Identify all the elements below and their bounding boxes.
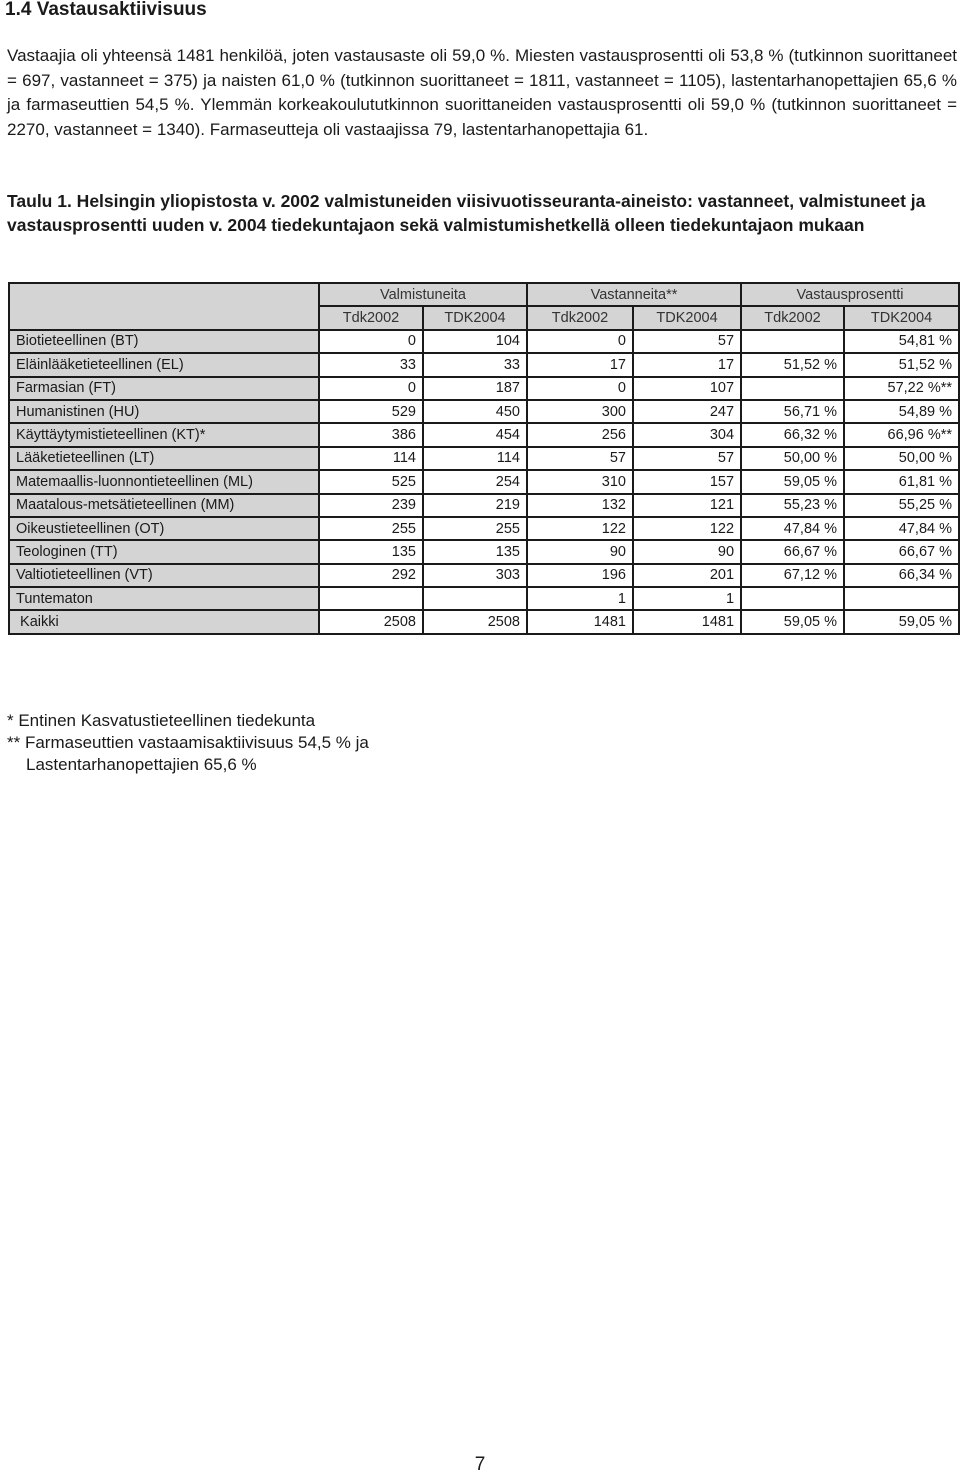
count-cell: 90 bbox=[527, 540, 633, 563]
count-cell: 2508 bbox=[319, 610, 423, 633]
response-rate-cell: 59,05 % bbox=[844, 610, 959, 633]
table-row bbox=[9, 494, 959, 517]
table-row bbox=[9, 470, 959, 493]
count-cell: 254 bbox=[423, 470, 527, 493]
count-cell: 107 bbox=[633, 377, 741, 400]
table-row bbox=[9, 610, 959, 633]
row-label: Maatalous-metsätieteellinen (MM) bbox=[9, 494, 319, 517]
count-cell: 255 bbox=[319, 517, 423, 540]
row-label: Käyttäytymistieteellinen (KT)* bbox=[9, 423, 319, 446]
response-rate-cell: 54,81 % bbox=[844, 330, 959, 353]
footnote: ** Farmaseuttien vastaamisaktiivisuus 54,5 % ja bbox=[7, 733, 369, 752]
row-label: Valtiotieteellinen (VT) bbox=[9, 564, 319, 587]
count-cell: 57 bbox=[633, 330, 741, 353]
page-number: 7 bbox=[474, 1454, 486, 1475]
response-rate-cell: 51,52 % bbox=[844, 353, 959, 376]
count-cell bbox=[319, 587, 423, 610]
count-cell: 255 bbox=[423, 517, 527, 540]
count-cell: 386 bbox=[319, 423, 423, 446]
response-rate-cell: 54,89 % bbox=[844, 400, 959, 423]
count-cell: 157 bbox=[633, 470, 741, 493]
group-header-graduated: Valmistuneita bbox=[319, 283, 527, 306]
count-cell: 310 bbox=[527, 470, 633, 493]
table-group-header-row bbox=[9, 283, 959, 306]
count-cell: 0 bbox=[319, 377, 423, 400]
response-rate-cell bbox=[844, 587, 959, 610]
response-rate-cell: 66,96 %** bbox=[844, 423, 959, 446]
response-rate-cell: 67,12 % bbox=[741, 564, 844, 587]
response-rate-cell: 55,25 % bbox=[844, 494, 959, 517]
group-header-responded: Vastanneita** bbox=[527, 283, 741, 306]
response-rate-cell: 47,84 % bbox=[844, 517, 959, 540]
response-rate-cell bbox=[741, 377, 844, 400]
count-cell: 17 bbox=[633, 353, 741, 376]
count-cell: 0 bbox=[319, 330, 423, 353]
count-cell: 132 bbox=[527, 494, 633, 517]
count-cell: 1481 bbox=[633, 610, 741, 633]
count-cell: 57 bbox=[633, 447, 741, 470]
response-rate-cell: 50,00 % bbox=[844, 447, 959, 470]
footnote: * Entinen Kasvatustieteellinen tiedekunta bbox=[7, 711, 316, 730]
count-cell: 247 bbox=[633, 400, 741, 423]
sub-header: TDK2004 bbox=[844, 306, 959, 329]
count-cell: 122 bbox=[527, 517, 633, 540]
table-row bbox=[9, 447, 959, 470]
count-cell: 57 bbox=[527, 447, 633, 470]
count-cell: 33 bbox=[319, 353, 423, 376]
count-cell: 304 bbox=[633, 423, 741, 446]
table-corner-cell bbox=[9, 283, 319, 330]
count-cell: 114 bbox=[423, 447, 527, 470]
count-cell: 525 bbox=[319, 470, 423, 493]
table-row bbox=[9, 377, 959, 400]
response-rate-cell: 50,00 % bbox=[741, 447, 844, 470]
response-rate-cell: 59,05 % bbox=[741, 610, 844, 633]
response-rate-cell: 66,32 % bbox=[741, 423, 844, 446]
response-rate-cell: 55,23 % bbox=[741, 494, 844, 517]
response-rate-cell: 57,22 %** bbox=[844, 377, 959, 400]
count-cell: 256 bbox=[527, 423, 633, 446]
table-row bbox=[9, 423, 959, 446]
count-cell: 239 bbox=[319, 494, 423, 517]
row-label: Tuntematon bbox=[9, 587, 319, 610]
body-paragraph: Vastaajia oli yhteensä 1481 henkilöä, joten vastausaste oli 59,0 %. Miesten vastausprosentti oli 53,8 % (tutkinnon suorittaneet = 697, vastanneet = 375) ja naisten 61,0 % (tutkinnon suorittaneet = 1811, vastanneet = 1105), lastentarhanopettajien 65,6 % ja farmaseuttien 54,5 %. Ylemmän korkeakoulututkinnon suorittaneiden vastausprosentti oli 59,0 % (tutkinnon suorittaneet = 2270, vastanneet = 1340). Farmaseutteja oli vastaajissa 79, lastentarhanopettajia 61. bbox=[7, 46, 957, 139]
response-rate-cell bbox=[741, 587, 844, 610]
sub-header: Tdk2002 bbox=[741, 306, 844, 329]
count-cell: 2508 bbox=[423, 610, 527, 633]
count-cell: 303 bbox=[423, 564, 527, 587]
count-cell: 114 bbox=[319, 447, 423, 470]
count-cell: 300 bbox=[527, 400, 633, 423]
count-cell: 1 bbox=[633, 587, 741, 610]
row-label: Farmasian (FT) bbox=[9, 377, 319, 400]
row-label: Oikeustieteellinen (OT) bbox=[9, 517, 319, 540]
row-label: Lääketieteellinen (LT) bbox=[9, 447, 319, 470]
count-cell: 104 bbox=[423, 330, 527, 353]
count-cell: 121 bbox=[633, 494, 741, 517]
response-rate-cell: 51,52 % bbox=[741, 353, 844, 376]
table-row bbox=[9, 353, 959, 376]
count-cell bbox=[423, 587, 527, 610]
response-rate-cell: 61,81 % bbox=[844, 470, 959, 493]
table-row bbox=[9, 564, 959, 587]
row-label: Eläinlääketieteellinen (EL) bbox=[9, 353, 319, 376]
row-label: Biotieteellinen (BT) bbox=[9, 330, 319, 353]
count-cell: 1481 bbox=[527, 610, 633, 633]
table-row bbox=[9, 540, 959, 563]
sub-header: TDK2004 bbox=[633, 306, 741, 329]
response-rate-cell: 59,05 % bbox=[741, 470, 844, 493]
response-rate-cell: 47,84 % bbox=[741, 517, 844, 540]
response-rate-cell: 56,71 % bbox=[741, 400, 844, 423]
row-label: Kaikki bbox=[9, 610, 319, 633]
count-cell: 292 bbox=[319, 564, 423, 587]
sub-header: Tdk2002 bbox=[319, 306, 423, 329]
row-label: Matemaallis-luonnontieteellinen (ML) bbox=[9, 470, 319, 493]
count-cell: 135 bbox=[423, 540, 527, 563]
table-row bbox=[9, 400, 959, 423]
count-cell: 0 bbox=[527, 377, 633, 400]
count-cell: 1 bbox=[527, 587, 633, 610]
count-cell: 196 bbox=[527, 564, 633, 587]
table-row bbox=[9, 587, 959, 610]
count-cell: 122 bbox=[633, 517, 741, 540]
row-label: Teologinen (TT) bbox=[9, 540, 319, 563]
section-heading: 1.4 Vastausaktiivisuus bbox=[5, 0, 207, 20]
response-rate-cell: 66,67 % bbox=[741, 540, 844, 563]
footnote: Lastentarhanopettajien 65,6 % bbox=[26, 755, 257, 774]
count-cell: 219 bbox=[423, 494, 527, 517]
count-cell: 0 bbox=[527, 330, 633, 353]
response-rate-table bbox=[8, 282, 960, 635]
count-cell: 187 bbox=[423, 377, 527, 400]
table-row bbox=[9, 330, 959, 353]
response-rate-cell: 66,34 % bbox=[844, 564, 959, 587]
count-cell: 33 bbox=[423, 353, 527, 376]
row-label: Humanistinen (HU) bbox=[9, 400, 319, 423]
footnotes bbox=[7, 710, 369, 776]
count-cell: 90 bbox=[633, 540, 741, 563]
sub-header: Tdk2002 bbox=[527, 306, 633, 329]
response-rate-cell bbox=[741, 330, 844, 353]
count-cell: 17 bbox=[527, 353, 633, 376]
count-cell: 454 bbox=[423, 423, 527, 446]
count-cell: 450 bbox=[423, 400, 527, 423]
response-rate-cell: 66,67 % bbox=[844, 540, 959, 563]
table-caption: Taulu 1. Helsingin yliopistosta v. 2002 valmistuneiden viisivuotisseuranta-aineisto: vastanneet, valmistuneet ja vastausprosentti uuden v. 2004 tiedekuntajaon sekä valmistumishetkellä olleen tiedekuntajaon mukaan bbox=[7, 191, 926, 235]
count-cell: 529 bbox=[319, 400, 423, 423]
group-header-response-rate: Vastausprosentti bbox=[741, 283, 959, 306]
count-cell: 201 bbox=[633, 564, 741, 587]
table-row bbox=[9, 517, 959, 540]
count-cell: 135 bbox=[319, 540, 423, 563]
sub-header: TDK2004 bbox=[423, 306, 527, 329]
